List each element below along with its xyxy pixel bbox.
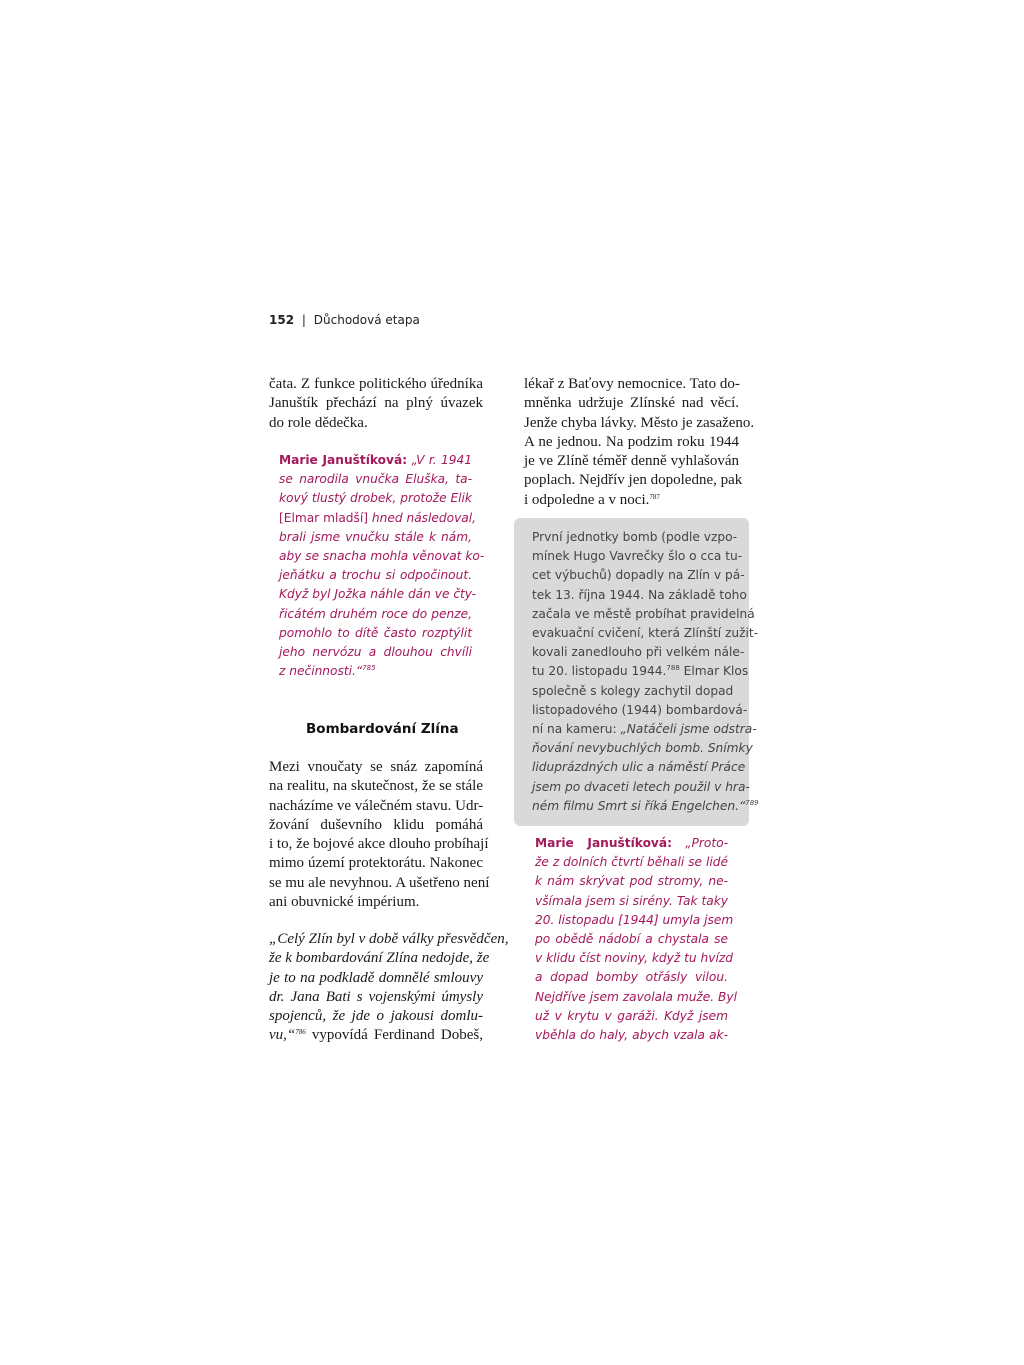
box-line: cet výbuchů) dopadly na Zlín v pá-	[532, 568, 745, 583]
quote-text: ném filmu Smrt si říká Engelchen.“	[532, 798, 746, 813]
quote-text: „Proto-	[685, 836, 728, 850]
text: Elmar Klos	[679, 664, 749, 679]
text-line: poplach. Nejdřív jen dopoledne, pak	[524, 472, 743, 489]
quote-last-line	[269, 1026, 483, 1045]
box-line: mínek Hugo Vavrečky šlo o cca tu-	[532, 549, 743, 564]
quote-line: aby se snacha mohla věnovat ko-	[279, 549, 485, 564]
text-line: je ve Zlíně téměř denně vyhlašován	[524, 453, 739, 470]
quote-text: vu,“	[269, 1027, 296, 1044]
quote-first-line	[279, 451, 472, 470]
bracket-insert: [Elmar mladší]	[279, 510, 369, 525]
section-heading: Bombardování Zlína	[306, 721, 459, 737]
quote-speaker: Marie Januštíková:	[535, 836, 672, 850]
quote-line-with-bracket	[279, 509, 477, 528]
quote-line: všímala jsem si sirény. Tak taky	[535, 893, 728, 908]
text-line: vypovídá Ferdinand Dobeš,	[305, 1027, 483, 1044]
box-line: kovali zanedlouho při velkém nále-	[532, 645, 745, 660]
box-line-quote-start	[532, 720, 757, 739]
text-line: i to, že bojové akce dlouho probíhají	[269, 836, 489, 853]
text-line: Jenže chyba lávky. Město je zasaženo.	[524, 414, 755, 431]
quote-januštíková-1	[279, 451, 485, 681]
footnote-ref: 789	[745, 798, 759, 807]
text-line: Mezi vnoučaty se snáz zapomíná	[269, 759, 483, 775]
box-line: začala ve městě probíhat pravidelná	[532, 606, 755, 621]
quote-line: jeho nervózu a dlouhou chvíli	[279, 645, 472, 660]
quote-januštíková-2	[535, 834, 738, 1045]
footnote-ref: 786	[295, 1028, 306, 1037]
text: tu 20. listopadu 1944.	[532, 664, 667, 679]
quote-line: že z dolních čtvrtí běhali se lidé	[535, 855, 728, 870]
quote-line: řicátém druhém roce do penze,	[279, 606, 472, 621]
right-para-1	[524, 375, 755, 510]
text-line: mněnka udržuje Zlínské nad věcí.	[524, 395, 739, 412]
box-line: První jednotky bomb (podle vzpo-	[532, 530, 738, 544]
footnote-ref: 787	[649, 492, 660, 501]
box-line-footnote	[532, 662, 749, 681]
quote-line: 20. listopadu [1944] umyla jsem	[535, 912, 734, 927]
quote-last-line	[279, 662, 472, 681]
chapter-title: Důchodová etapa	[313, 313, 420, 327]
header-separator: |	[301, 313, 306, 327]
text: ní na kameru:	[532, 722, 621, 737]
quote-text: z nečinnosti.“	[279, 664, 363, 679]
box-quote-line: jsem po dvaceti letech použil v hra-	[532, 779, 750, 794]
text-line: mimo území protektorátu. Nakonec	[269, 855, 483, 872]
quote-text: „V r. 1941	[407, 453, 472, 467]
text-line: Januštík přechází na plný úvazek	[269, 395, 483, 412]
box-quote-last-line	[532, 797, 759, 816]
quote-line: už v krytu v garáži. Když jsem	[535, 1008, 728, 1023]
info-box-text	[532, 528, 759, 816]
quote-line: k nám skrývat pod stromy, ne-	[535, 874, 728, 889]
page-number: 152	[269, 313, 295, 327]
quote-line: kový tlustý drobek, protože Elik	[279, 491, 472, 506]
box-line: společně s kolegy zachytil dopad	[532, 683, 734, 698]
text-line: na realitu, na skutečnost, že se stále	[269, 778, 483, 795]
box-quote-line: ňování nevybuchlých bomb. Snímky	[532, 741, 753, 756]
text-line: čata. Z funkce politického úředníka	[269, 376, 483, 392]
quote-line: pomohlo to dítě často rozptýlit	[279, 625, 472, 640]
quote-line: „Celý Zlín byl v době války přesvědčen,	[269, 931, 509, 947]
quote-line: Nejdříve jsem zavolala muže. Byl	[535, 989, 738, 1004]
text-line: lékař z Baťovy nemocnice. Tato do-	[524, 376, 740, 392]
quote-line: vběhla do haly, abych vzala ak-	[535, 1028, 728, 1043]
quote-line: v klidu číst noviny, když tu hvízd	[535, 951, 733, 966]
text-line: se mu ale nevyhnou. A ušetřeno není	[269, 874, 490, 891]
text-line-last	[524, 491, 739, 510]
quote-text: hned následoval,	[371, 510, 477, 525]
quote-line: po obědě nádobí a chystala se	[535, 932, 728, 947]
left-quote-2	[269, 930, 509, 1046]
box-line: listopadového (1944) bombardová-	[532, 702, 748, 717]
quote-text: „Natáčeli jsme odstra-	[620, 722, 757, 737]
text-line: do role dědečka.	[269, 414, 368, 431]
footnote-ref: 785	[362, 664, 376, 673]
left-para-1	[269, 375, 483, 433]
left-para-2	[269, 758, 490, 912]
quote-first-line	[535, 834, 728, 853]
quote-line: a dopad bomby otřásly vilou.	[535, 970, 728, 985]
box-line: evakuační cvičení, která Zlínští zužit-	[532, 626, 759, 641]
text-line: ani obuvnické impérium.	[269, 894, 420, 911]
footnote-ref: 788	[666, 664, 680, 673]
text-line: A ne jednou. Na podzim roku 1944	[524, 433, 739, 450]
quote-line: dr. Jana Bati s vojenskými úmysly	[269, 988, 483, 1005]
quote-line: že k bombardování Zlína nedojde, že	[269, 950, 490, 967]
quote-line: se narodila vnučka Eluška, ta-	[279, 472, 472, 487]
quote-line: jeňátku a trochu si odpočinout.	[279, 568, 472, 583]
quote-line: spojenců, že jde o jakousi domlu-	[269, 1008, 483, 1025]
quote-line: je to na podkladě domnělé smlouvy	[269, 969, 483, 986]
text: i odpoledne a v noci.	[524, 491, 650, 508]
text-line: nacházíme ve válečném stavu. Udr-	[269, 797, 484, 814]
text-line: žování duševního klidu pomáhá	[269, 816, 483, 833]
quote-line: brali jsme vnučku stále k nám,	[279, 529, 472, 544]
quote-speaker: Marie Januštíková:	[279, 453, 408, 467]
box-line: tek 13. října 1944. Na základě toho	[532, 587, 747, 602]
box-quote-line: liduprázdných ulic a náměstí Práce	[532, 760, 746, 775]
quote-line: Když byl Jožka náhle dán ve čty-	[279, 587, 476, 602]
running-header	[269, 313, 420, 327]
